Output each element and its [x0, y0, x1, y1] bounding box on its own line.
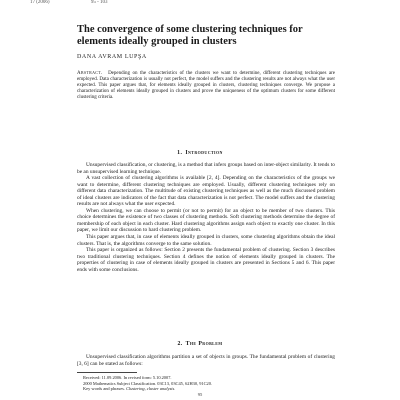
section-body-introduction [77, 162, 335, 273]
paragraph: Unsupervised classification, or clustering, is a method that infers groups based on inter-object similarity. It tends to be an unsupervised learning technique. [77, 162, 335, 175]
footnote-received: Received: 11.09.2006. In revised form: 5.10.2007. [83, 375, 172, 380]
paragraph: Unsupervised classification algorithms partition a set of objects in groups. The fundamental problem of clustering [3, 6] can be stated as follows: [77, 354, 335, 367]
footnote-rule [77, 372, 137, 373]
section-title: Introduction [185, 150, 223, 156]
section-title: The Problem [185, 341, 223, 347]
header-left: 17 (2006) [30, 0, 50, 5]
paper-author: DANA AVRAM LUPŞA [77, 54, 147, 60]
running-header [30, 0, 370, 8]
paragraph: When clustering, we can choose to permit (or not to permit) for an object to be member of two clusters. This choice determines the existence of two classes of clustering methods. Soft clustering methods determine the degree of membership of each object in each cluster. Hard clustering algorithms assign each object to exactly one cluster. In this paper, we limit our discussion to hard clustering problem. [77, 207, 335, 234]
paragraph: A vast collection of clustering algorithms is available [2, 4]. Depending on the characteristics of the groups we want to determine, different clustering techniques are employed. Usually, different clustering techniques rely on different data characterization. The multitude of existing clustering techniques as well as the much discussed problem of ideal clusters are indicators of the fact that data characterization is not perfect. The model suffers and the clustering results are not always what the user expected. [77, 175, 335, 208]
paragraph: This paper is organized as follows: Section 2 presents the fundamental problem of clustering. Section 3 describes two traditional clustering techniques. Section 4 defines the notion of elements ideally grouped in clusters. The properties of clustering in case of elements ideally grouped in clusters are presented in Sections 5 and 6. This paper ends with some conclusions. [77, 247, 335, 273]
abstract-label: Abstract. [77, 71, 103, 76]
keywords-label: Key words and phrases. [83, 386, 125, 392]
section-number: 2. [177, 341, 183, 347]
section-heading-problem [0, 341, 400, 347]
page-number: 95 [197, 392, 203, 397]
footnote-msc: 2000 Mathematics Subject Classification. 03C13, 03C45, 62H30, 91C20. [83, 380, 213, 386]
abstract-text: Depending on the characteristics of the clusters we want to determine, different clustering techniques are employed. Data characterization is usually not perfect, the model suffers and the clustering results are not always what the user expected. This paper argues that, for elements ideally grouped in clusters, clustering techniques converge. We propose a characterization of elements ideally grouped in clusters and prove the uniqueness of the optimum clusters for some different clustering criteria. [77, 71, 335, 101]
keywords-text: Clustering, cluster analysis. [126, 386, 176, 392]
section-heading-introduction [0, 150, 400, 156]
footnote-keywords [77, 386, 335, 392]
section-number: 1. [177, 150, 183, 156]
abstract [77, 71, 335, 101]
header-right: 95 - 103 [90, 0, 108, 5]
paragraph: This paper argues that, in case of elements ideally grouped in clusters, some clustering algorithms obtain the ideal clusters. That is, the algorithms converge to the same solution. [77, 234, 335, 247]
section-body-problem [77, 354, 335, 367]
footnotes [77, 375, 335, 392]
paper-title: The convergence of some clustering techniques for elements ideally grouped in clusters [77, 24, 303, 47]
